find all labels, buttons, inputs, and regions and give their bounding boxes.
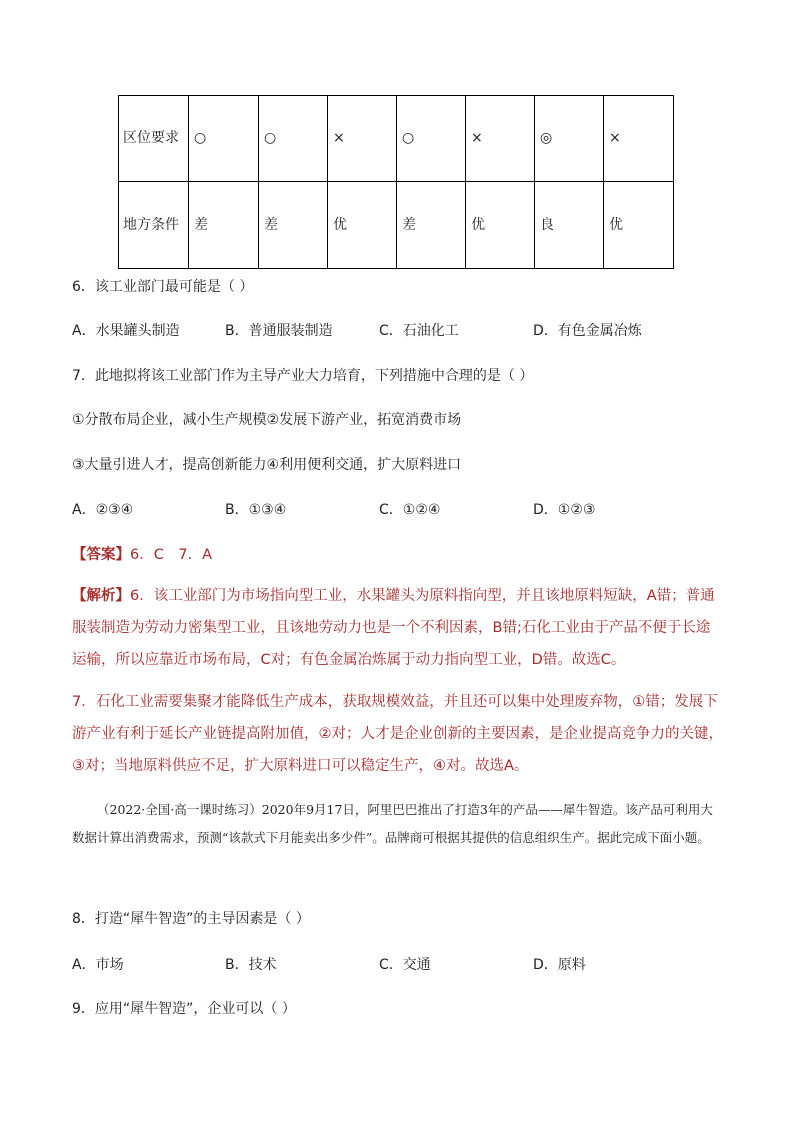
table-cell: ○ (397, 96, 466, 182)
table-cell: 差 (259, 182, 328, 269)
option-d: D．有色金属冶炼 (533, 323, 642, 339)
option-b: B．技术 (225, 957, 277, 973)
option-c: C．石油化工 (379, 323, 459, 339)
table-cell: 优 (604, 182, 674, 269)
option-c: C．交通 (379, 957, 431, 973)
question-9-stem: 9．应用“犀牛智造”，企业可以（ ） (72, 1001, 296, 1017)
material-passage: （2022·全国·高一课时练习）2020年9月17日，阿里巴巴推出了打造3年的产品——犀牛智造。该产品可利用大数据计算出消费需求，预测“该款式下月能卖出多少件”。品牌商可根据其提供的信息组织生产。据此完成下面小题。 (72, 802, 713, 845)
question-8-stem: 8．打造“犀牛智造”的主导因素是（ ） (72, 911, 310, 927)
row-header-location-requirement: 区位要求 (119, 96, 189, 182)
table-cell: 良 (535, 182, 604, 269)
option-a: A．水果罐头制造 (72, 323, 180, 339)
option-d: D．①②③ (533, 502, 596, 518)
question-7-statements-1: ①分散布局企业，减小生产规模②发展下游产业，拓宽消费市场 (72, 412, 462, 428)
question-7-stem: 7．此地拟将该工业部门作为主导产业大力培育，下列措施中合理的是（ ） (72, 368, 534, 384)
option-b: B．普通服装制造 (225, 323, 333, 339)
table-cell: 差 (189, 182, 259, 269)
analysis-q6-text: 6．该工业部门为市场指向型工业，水果罐头为原料指向型，并且该地原料短缺，A错；普通服装制造为劳动力密集型工业，且该地劳动力也是一个不利因素，B错;石化工业由于产品不便于长途运输，所以应靠近市场布局，C对；有色金属冶炼属于动力指向型工业，D错。故选C。 (72, 588, 715, 668)
option-a: A．②③④ (72, 502, 134, 518)
answer-tag: 【答案】 (72, 547, 130, 563)
analysis-q7: 7．石化工业需要集聚才能降低生产成本，获取规模效益，并且还可以集中处理废弃物，①错；发展下游产业有利于延长产业链提高附加值，②对；人才是企业创新的主要因素，是企业提高竞争力的关键，③对；当地原料供应不足，扩大原料进口可以稳定生产，④对。故选A。 (72, 694, 723, 774)
table-cell: ◎ (535, 96, 604, 182)
location-conditions-table (118, 95, 674, 269)
option-d: D．原料 (533, 957, 586, 973)
table-cell: × (328, 96, 397, 182)
question-6-stem: 6．该工业部门最可能是（ ） (72, 279, 254, 295)
question-7-statements-2: ③大量引进人才，提高创新能力④利用便利交通，扩大原料进口 (72, 457, 462, 473)
table-cell: ○ (259, 96, 328, 182)
table-cell: × (604, 96, 674, 182)
option-a: A．市场 (72, 957, 124, 973)
answer-text: 6．C 7．A (130, 547, 212, 563)
table-cell: 差 (397, 182, 466, 269)
table-cell: 优 (466, 182, 535, 269)
table-cell: 优 (328, 182, 397, 269)
table-cell: ○ (189, 96, 259, 182)
table-row (119, 182, 674, 269)
analysis-tag: 【解析】 (72, 588, 130, 604)
table-row (119, 96, 674, 182)
option-c: C．①②④ (379, 502, 441, 518)
table-cell: × (466, 96, 535, 182)
row-header-local-conditions: 地方条件 (119, 182, 189, 269)
option-b: B．①③④ (225, 502, 287, 518)
analysis-q6 (72, 580, 724, 676)
answer-line (72, 543, 212, 564)
